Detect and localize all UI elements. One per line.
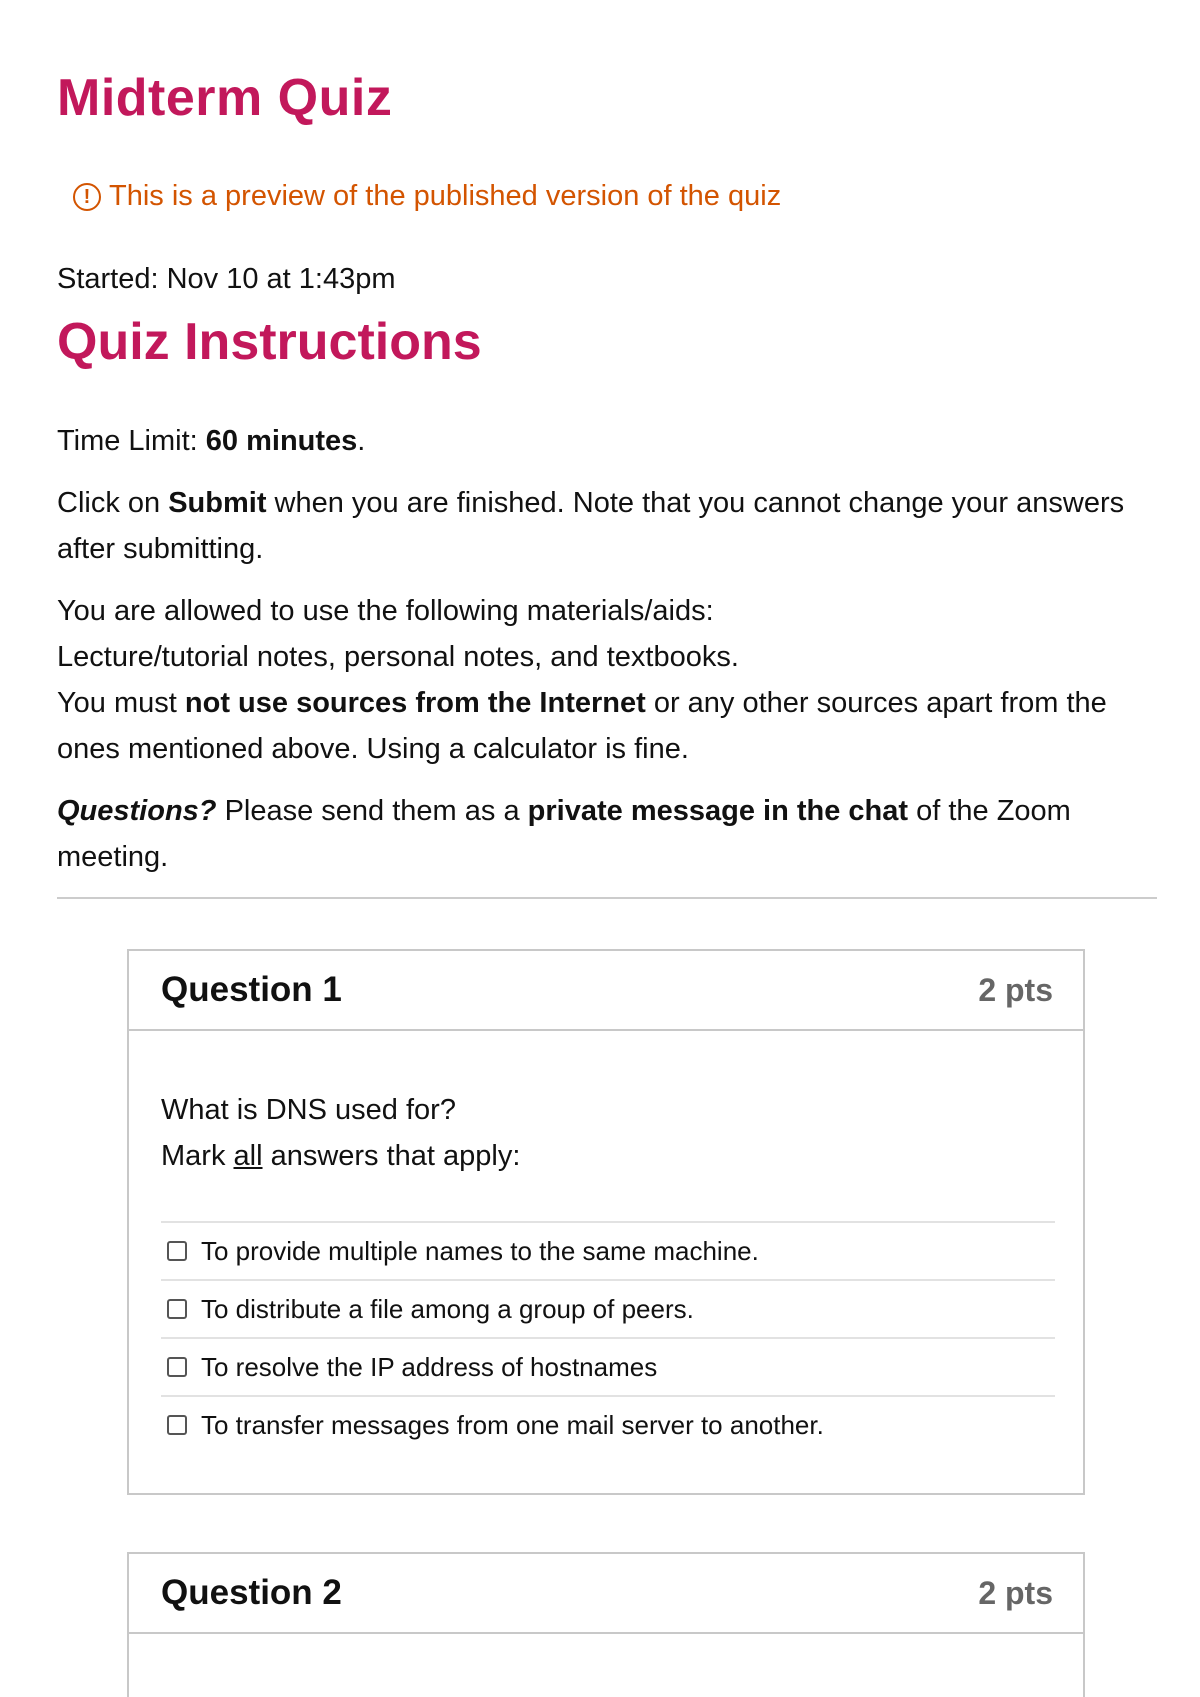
- question-text: What is DNS used for? Mark all answers that apply:: [161, 1094, 521, 1172]
- answer-checkbox[interactable]: [167, 1299, 187, 1319]
- started-timestamp: Started: Nov 10 at 1:43pm: [57, 263, 396, 295]
- question-body: [129, 1031, 1083, 1493]
- answer-option[interactable]: [161, 1397, 1055, 1453]
- questions-note: Questions? Please send them as a private message in the chat of the Zoom meeting.: [57, 795, 1071, 873]
- materials-note: You are allowed to use the following materials/aids: Lecture/tutorial notes, personal notes, and textbooks. You must not use sources from the Internet or any other sources apart from the ones mentioned above. Using a calculator is fine.: [57, 595, 1107, 765]
- instructions-body: [57, 418, 1157, 896]
- answer-checkbox[interactable]: [167, 1241, 187, 1261]
- time-limit: Time Limit: 60 minutes.: [57, 425, 366, 457]
- question-points: 2 pts: [978, 1574, 1053, 1611]
- time-limit-value: 60 minutes: [205, 425, 358, 457]
- answer-label: To distribute a file among a group of peers.: [201, 1293, 694, 1324]
- question-title: Question 2: [161, 1573, 342, 1612]
- answer-label: To provide multiple names to the same machine.: [201, 1235, 759, 1266]
- question-2: [127, 1552, 1085, 1697]
- section-divider: [57, 897, 1157, 899]
- answer-option[interactable]: [161, 1281, 1055, 1339]
- preview-notice-text: This is a preview of the published version of the quiz: [109, 180, 782, 212]
- answer-label: To transfer messages from one mail server to another.: [201, 1409, 824, 1440]
- answer-option[interactable]: [161, 1339, 1055, 1397]
- answer-label: To resolve the IP address of hostnames: [201, 1351, 658, 1382]
- question-1: [127, 949, 1085, 1495]
- answer-option[interactable]: [161, 1223, 1055, 1281]
- answer-checkbox[interactable]: [167, 1415, 187, 1435]
- submit-note: Click on Submit when you are finished. Note that you cannot change your answers after submitting.: [57, 487, 1125, 565]
- answer-checkbox[interactable]: [167, 1357, 187, 1377]
- quiz-title: Midterm Quiz: [57, 69, 393, 127]
- answer-list: [161, 1221, 1055, 1453]
- question-title: Question 1: [161, 970, 342, 1009]
- preview-notice: [73, 180, 781, 213]
- instructions-heading: Quiz Instructions: [57, 313, 482, 371]
- warning-icon: !: [73, 183, 101, 211]
- question-points: 2 pts: [978, 971, 1053, 1008]
- question-header: [129, 1554, 1083, 1634]
- question-header: [129, 951, 1083, 1031]
